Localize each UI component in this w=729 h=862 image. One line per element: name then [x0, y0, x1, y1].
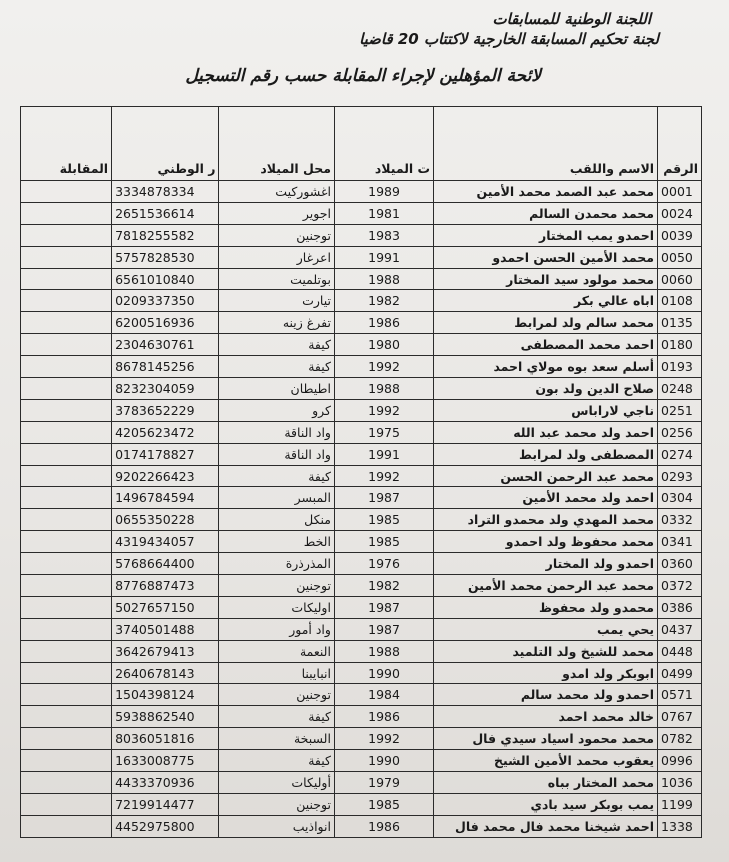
table-row	[21, 378, 702, 400]
candidate-name: احمدو ولد محمد سالم	[434, 684, 658, 706]
row-number: 0360	[658, 553, 702, 575]
interview-cell	[21, 312, 112, 334]
birth-place: كيفة	[219, 706, 335, 728]
row-number: 0767	[658, 706, 702, 728]
candidate-name: يمب بوبكر سيد بادي	[434, 793, 658, 815]
birth-year: 1986	[334, 706, 433, 728]
birth-year: 1986	[334, 312, 433, 334]
candidate-name: يحي يمب	[434, 618, 658, 640]
row-number: 0341	[658, 531, 702, 553]
table-row	[21, 553, 702, 575]
national-id: 1633008775	[112, 750, 219, 772]
candidate-name: احمدو يمب المختار	[434, 224, 658, 246]
table-row	[21, 224, 702, 246]
national-id: 6561010840	[112, 268, 219, 290]
birth-year: 1988	[334, 378, 433, 400]
row-number: 0251	[658, 399, 702, 421]
birth-place: كرو	[219, 399, 335, 421]
interview-cell	[21, 334, 112, 356]
national-id: 4452975800	[112, 815, 219, 837]
interview-cell	[21, 728, 112, 750]
national-id: 8232304059	[112, 378, 219, 400]
organization-name: اللجنة الوطنية للمسابقات	[492, 10, 651, 28]
candidate-name: المصطفى ولد لمرابط	[434, 443, 658, 465]
table-row	[21, 334, 702, 356]
interview-cell	[21, 772, 112, 794]
candidate-name: احمد محمد المصطفى	[434, 334, 658, 356]
candidate-name: محمد للشيخ ولد التلميد	[434, 640, 658, 662]
interview-cell	[21, 575, 112, 597]
national-id: 0655350228	[112, 509, 219, 531]
interview-cell	[21, 815, 112, 837]
candidate-name: أسلم سعد بوه مولاي احمد	[434, 356, 658, 378]
national-id: 2651536614	[112, 202, 219, 224]
row-number: 1199	[658, 793, 702, 815]
interview-cell	[21, 399, 112, 421]
national-id: 5757828530	[112, 246, 219, 268]
candidate-name: محمد المهدي ولد محمدو التراد	[434, 509, 658, 531]
table-row	[21, 772, 702, 794]
interview-cell	[21, 509, 112, 531]
birth-year: 1991	[334, 443, 433, 465]
birth-place: انواذيب	[219, 815, 335, 837]
interview-cell	[21, 290, 112, 312]
birth-place: النعمة	[219, 640, 335, 662]
row-number: 0386	[658, 596, 702, 618]
row-number: 0060	[658, 268, 702, 290]
interview-cell	[21, 640, 112, 662]
candidate-name: محمد عبد الرحمن محمد الأمين	[434, 575, 658, 597]
candidate-name: محمد مولود سيد المختار	[434, 268, 658, 290]
interview-cell	[21, 378, 112, 400]
birth-place: كيفة	[219, 356, 335, 378]
birth-place: انبايبنا	[219, 662, 335, 684]
table-row	[21, 596, 702, 618]
candidate-name: ابوبكر ولد امدو	[434, 662, 658, 684]
table-row	[21, 728, 702, 750]
national-id: 0209337350	[112, 290, 219, 312]
row-number: 0996	[658, 750, 702, 772]
national-id: 8776887473	[112, 575, 219, 597]
table-row	[21, 399, 702, 421]
birth-place: توجنين	[219, 793, 335, 815]
interview-cell	[21, 618, 112, 640]
row-number: 0050	[658, 246, 702, 268]
birth-place: اجوير	[219, 202, 335, 224]
birth-year: 1985	[334, 509, 433, 531]
candidate-name: اباه عالي بكر	[434, 290, 658, 312]
row-number: 0448	[658, 640, 702, 662]
row-number: 0571	[658, 684, 702, 706]
row-number: 0135	[658, 312, 702, 334]
birth-year: 1992	[334, 356, 433, 378]
national-id: 4205623472	[112, 421, 219, 443]
interview-cell	[21, 750, 112, 772]
national-id: 9202266423	[112, 465, 219, 487]
table-row	[21, 815, 702, 837]
interview-cell	[21, 443, 112, 465]
table-row	[21, 575, 702, 597]
row-number: 0437	[658, 618, 702, 640]
birth-place: اغشوركيت	[219, 181, 335, 203]
candidate-name: محمد الأمين الحسن احمدو	[434, 246, 658, 268]
birth-year: 1976	[334, 553, 433, 575]
national-id: 3783652229	[112, 399, 219, 421]
birth-place: منكل	[219, 509, 335, 531]
birth-year: 1982	[334, 290, 433, 312]
birth-place: كيفة	[219, 465, 335, 487]
table-row	[21, 181, 702, 203]
row-number: 0256	[658, 421, 702, 443]
candidate-name: محمد محمدن السالم	[434, 202, 658, 224]
birth-place: تيارت	[219, 290, 335, 312]
birth-place: أوليكات	[219, 772, 335, 794]
row-number: 0248	[658, 378, 702, 400]
national-id: 4433370936	[112, 772, 219, 794]
candidate-name: محمد محفوظ ولد احمدو	[434, 531, 658, 553]
interview-cell	[21, 268, 112, 290]
birth-year: 1992	[334, 465, 433, 487]
table-row	[21, 290, 702, 312]
birth-year: 1985	[334, 531, 433, 553]
national-id: 7219914477	[112, 793, 219, 815]
row-number: 0293	[658, 465, 702, 487]
row-number: 0782	[658, 728, 702, 750]
table-row	[21, 706, 702, 728]
interview-cell	[21, 793, 112, 815]
table-row	[21, 421, 702, 443]
national-id: 3740501488	[112, 618, 219, 640]
interview-cell	[21, 487, 112, 509]
table-row	[21, 684, 702, 706]
row-number: 0274	[658, 443, 702, 465]
birth-year: 1987	[334, 618, 433, 640]
national-id: 5938862540	[112, 706, 219, 728]
row-number: 0001	[658, 181, 702, 203]
candidate-name: يعقوب محمد الأمين الشيخ	[434, 750, 658, 772]
birth-place: تفرغ زينه	[219, 312, 335, 334]
candidate-name: احمدو ولد المختار	[434, 553, 658, 575]
candidate-name: ناجي لاراباس	[434, 399, 658, 421]
table-row	[21, 268, 702, 290]
birth-place: اعرغار	[219, 246, 335, 268]
interview-cell	[21, 202, 112, 224]
birth-year: 1992	[334, 728, 433, 750]
birth-place: توجنين	[219, 575, 335, 597]
row-number: 0499	[658, 662, 702, 684]
table-header-row	[21, 107, 702, 181]
interview-cell	[21, 246, 112, 268]
birth-year: 1990	[334, 750, 433, 772]
birth-place: السبخة	[219, 728, 335, 750]
national-id: 3642679413	[112, 640, 219, 662]
table-row	[21, 356, 702, 378]
row-number: 0372	[658, 575, 702, 597]
table-row	[21, 202, 702, 224]
national-id: 2304630761	[112, 334, 219, 356]
table-row	[21, 618, 702, 640]
interview-cell	[21, 531, 112, 553]
national-id: 7818255582	[112, 224, 219, 246]
national-id: 5768664400	[112, 553, 219, 575]
national-id: 0174178827	[112, 443, 219, 465]
interview-cell	[21, 596, 112, 618]
table-row	[21, 509, 702, 531]
candidate-name: احمد شيخنا محمد فال محمد فال	[434, 815, 658, 837]
interview-cell	[21, 224, 112, 246]
interview-cell	[21, 356, 112, 378]
birth-place: اطيطان	[219, 378, 335, 400]
table-row	[21, 750, 702, 772]
birth-year: 1986	[334, 815, 433, 837]
birth-year: 1983	[334, 224, 433, 246]
row-number: 0024	[658, 202, 702, 224]
table-row	[21, 640, 702, 662]
candidate-name: محمد المختار بباه	[434, 772, 658, 794]
committee-name: لجنة تحكيم المسابقة الخارجية لاكتتاب 20 قاضيا	[359, 30, 659, 48]
candidate-name: محمد عبد الرحمن الحسن	[434, 465, 658, 487]
interview-cell	[21, 421, 112, 443]
interview-cell	[21, 684, 112, 706]
birth-place: كيفة	[219, 750, 335, 772]
table-row	[21, 443, 702, 465]
birth-year: 1988	[334, 268, 433, 290]
birth-place: واد الناقة	[219, 443, 335, 465]
birth-place: اوليكات	[219, 596, 335, 618]
birth-year: 1975	[334, 421, 433, 443]
table-row	[21, 246, 702, 268]
candidate-name: محمد عبد الصمد محمد الأمين	[434, 181, 658, 203]
birth-place: بوتلميت	[219, 268, 335, 290]
birth-place: المذرذرة	[219, 553, 335, 575]
candidate-name: احمد ولد محمد عبد الله	[434, 421, 658, 443]
candidate-name: محمدو ولد محفوظ	[434, 596, 658, 618]
national-id: 4319434057	[112, 531, 219, 553]
birth-year: 1979	[334, 772, 433, 794]
candidate-name: خالد محمد احمد	[434, 706, 658, 728]
row-number: 0332	[658, 509, 702, 531]
birth-year: 1985	[334, 793, 433, 815]
birth-place: المبسر	[219, 487, 335, 509]
national-id: 8678145256	[112, 356, 219, 378]
birth-place: توجنين	[219, 684, 335, 706]
birth-year: 1991	[334, 246, 433, 268]
national-id: 1496784594	[112, 487, 219, 509]
row-number: 1036	[658, 772, 702, 794]
birth-year: 1988	[334, 640, 433, 662]
row-number: 0108	[658, 290, 702, 312]
birth-year: 1987	[334, 487, 433, 509]
national-id: 5027657150	[112, 596, 219, 618]
header-name: الاسم واللقب	[434, 107, 658, 181]
header-interview: المقابلة	[21, 107, 112, 181]
interview-cell	[21, 465, 112, 487]
table-row	[21, 312, 702, 334]
birth-year: 1984	[334, 684, 433, 706]
header-birth-place: محل الميلاد	[219, 107, 335, 181]
national-id: 2640678143	[112, 662, 219, 684]
national-id: 3334878334	[112, 181, 219, 203]
interview-cell	[21, 706, 112, 728]
birth-place: الخط	[219, 531, 335, 553]
candidate-name: محمد محمود اسياد سيدي فال	[434, 728, 658, 750]
table-row	[21, 662, 702, 684]
birth-place: واد الناقة	[219, 421, 335, 443]
birth-year: 1981	[334, 202, 433, 224]
header-birth-year: ت الميلاد	[334, 107, 433, 181]
candidate-name: احمد ولد محمد الأمين	[434, 487, 658, 509]
row-number: 0039	[658, 224, 702, 246]
birth-place: توجنين	[219, 224, 335, 246]
interview-cell	[21, 181, 112, 203]
national-id: 6200516936	[112, 312, 219, 334]
interview-cell	[21, 553, 112, 575]
row-number: 0304	[658, 487, 702, 509]
candidate-name: محمد سالم ولد لمرابط	[434, 312, 658, 334]
birth-year: 1982	[334, 575, 433, 597]
row-number: 0193	[658, 356, 702, 378]
candidates-table	[20, 106, 702, 838]
national-id: 8036051816	[112, 728, 219, 750]
header-number: الرقم	[658, 107, 702, 181]
header-national-id: ر الوطني	[112, 107, 219, 181]
row-number: 1338	[658, 815, 702, 837]
national-id: 1504398124	[112, 684, 219, 706]
birth-year: 1980	[334, 334, 433, 356]
document-title: لائحة المؤهلين لإجراء المقابلة حسب رقم التسجيل	[185, 66, 541, 86]
birth-year: 1987	[334, 596, 433, 618]
table-row	[21, 465, 702, 487]
interview-cell	[21, 662, 112, 684]
table-row	[21, 487, 702, 509]
birth-year: 1992	[334, 399, 433, 421]
table-row	[21, 531, 702, 553]
birth-year: 1989	[334, 181, 433, 203]
row-number: 0180	[658, 334, 702, 356]
candidate-name: صلاح الدين ولد بون	[434, 378, 658, 400]
birth-place: كيفة	[219, 334, 335, 356]
birth-place: واد أمور	[219, 618, 335, 640]
table-row	[21, 793, 702, 815]
birth-year: 1990	[334, 662, 433, 684]
